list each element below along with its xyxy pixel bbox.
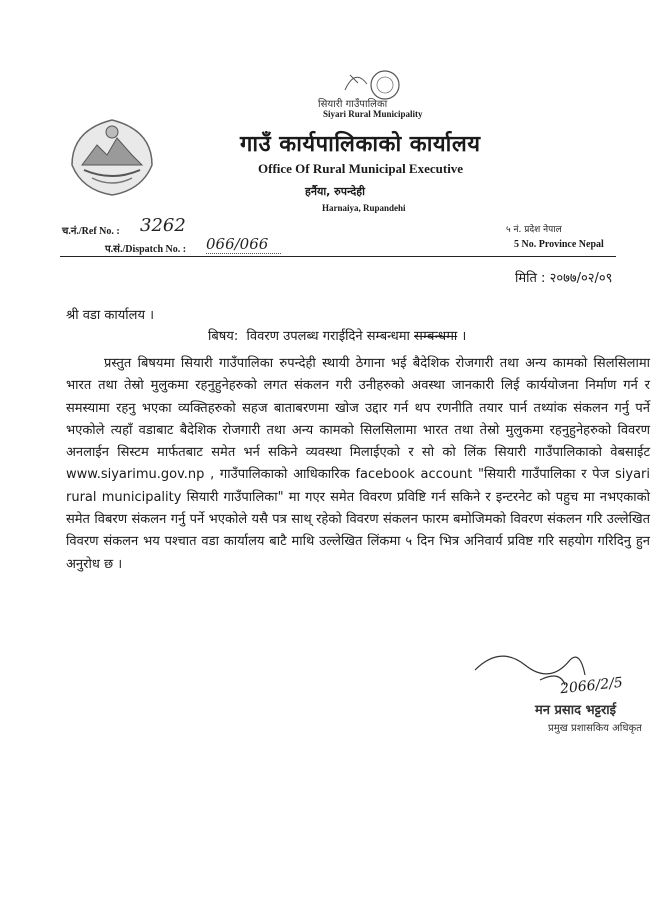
subject-text: विवरण उपलब्ध गराईदिने सम्बन्धमा [246,329,410,344]
signatory-name: मन प्रसाद भट्टराई [535,703,617,718]
ref-label: च.नं./Ref No. : [62,226,120,237]
subject-struck-word: सम्बन्धमा [414,329,458,344]
dispatch-label: प.सं./Dispatch No. : [105,244,187,255]
ref-number: 3262 [140,215,186,236]
subject-label: बिषय: [208,329,239,344]
nepal-emblem [62,110,162,200]
dispatch-number: 066/066 [206,235,269,253]
letter-date: मिति : २०७७/०२/०९ [515,271,613,286]
recipient: श्री वडा कार्यालय । [66,308,155,323]
header-divider [60,256,616,257]
office-title-en: Office Of Rural Municipal Executive [258,161,464,176]
letter-body: प्रस्तुत बिषयमा सियारी गाउँपालिका रुपन्देही स्थायी ठेगाना भई बैदेशिक रोजगारी तथा अन्य कामको सिलसिलामा भारत तथा तेस्रो मुलुकमा रहनुहुनेहरुको लगत संकलन गरी उनीहरुको अवस्था जानकारी लिई कार्ययोजना निर्माण गर्न र समस्यामा रहनु भएका व्यक्तिहरुको सहज बाताबरणमा खोज उद्दार गर्न थप रणनीति तयार पार्न तथ्यांक संकलन गर्नु पर्ने भएकोले त्यहाँ वडाबाट बैदेशिक रोजगारी तथा अन्य कामको सिलसिलामा भारत तथा तेस्रो मुलुकमा रहनुहुनेहरुको विवरण अनलाईन सिस्टम मार्फतबाट समेत भर्न सकिने व्यवस्था मिलाईएको र सो को लिंक सियारी गाउँपालिकाको वेबसाईट www.siyarimu.gov.np , गाउँपालिकाको आधिकारिक facebook account "सियारी गाउँपालिका र पेज siyari rural municipality सियारी गाउँपालिका" मा गएर समेत विवरण प्रविष्टि गर्न सकिने र इन्टरनेट को पहुच मा नभएकाको समेत विबरण संकलन गर्नु पर्ने भएकोले यसै पत्र साथ् रहेको विवरण संकलन फारम बमोजिमको विवरण संकलन गरि उल्लेखित विवरण संकलन भय पश्चात वडा कार्यालय बाटै माथि उल्लेखित लिंकमा ५ दिन भित्र अनिवार्य प्रविष्ट गरि सहयोग गरिदिनु हुन अनुरोध छ । [66,356,650,572]
municipality-name-np: सियारी गाउँपालिका [318,99,388,110]
province-en: 5 No. Province Nepal [514,239,604,250]
signature-date: 2066/2/5 [559,674,624,698]
dispatch-underline [206,253,281,254]
province-np: ५ नं. प्रदेश नेपाल [506,225,562,235]
office-title-np: गाउँ कार्यपालिकाको कार्यालय [240,132,481,157]
address-np: हर्नैया, रुपन्देही [305,185,365,198]
signatory-title: प्रमुख प्रशासकिय अधिकृत [548,723,642,734]
address-en: Harnaiya, Rupandehi [322,203,406,213]
subject-line [208,326,466,344]
municipality-name-en: Siyari Rural Municipality [323,109,423,119]
subject-end: । [461,329,467,344]
